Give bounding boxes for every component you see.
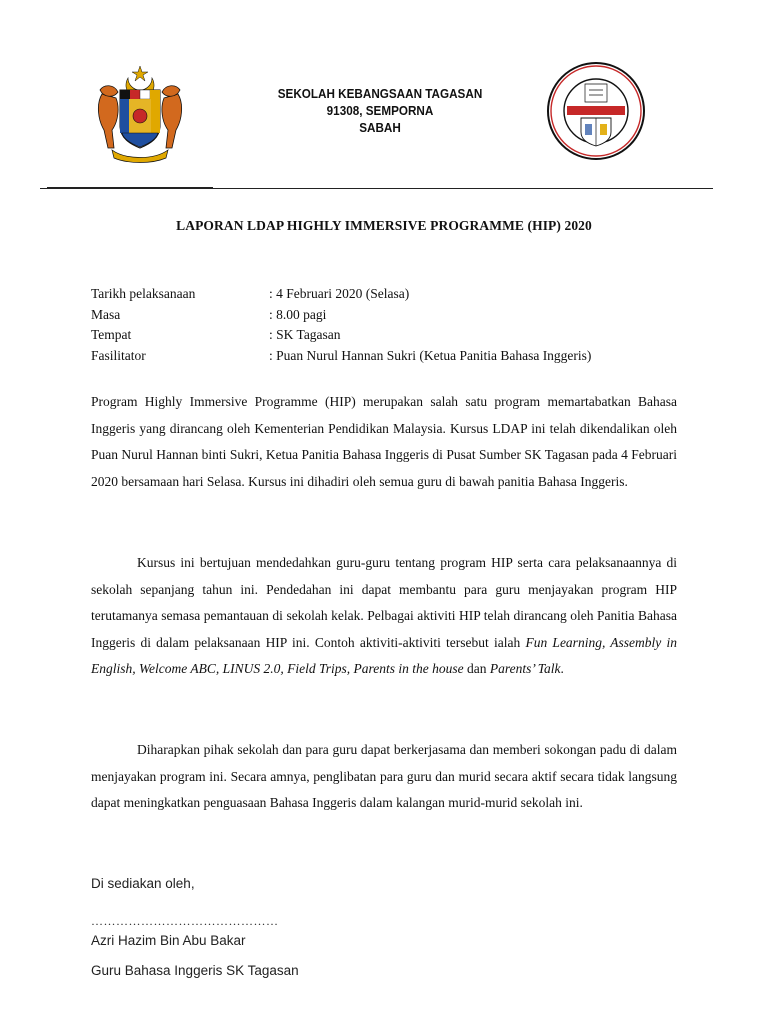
- signer-role: Guru Bahasa Inggeris SK Tagasan: [91, 963, 299, 978]
- detail-row-facilitator: [91, 346, 591, 367]
- signer-name: Azri Hazim Bin Abu Bakar: [91, 933, 246, 948]
- detail-label: Tarikh pelaksanaan: [91, 286, 196, 301]
- detail-value: : 8.00 pagi: [269, 306, 327, 322]
- school-postcode-city: 91308, SEMPORNA: [326, 103, 434, 118]
- activity-list: Fun Learning, Assembly in English, Welcome ABC, LINUS 2.0, Field Trips, Parents in the house: [91, 634, 677, 676]
- detail-row-time: [91, 305, 591, 326]
- detail-value: : SK Tagasan: [269, 327, 341, 342]
- school-state: SABAH: [359, 120, 401, 135]
- prepared-by-label: Di sediakan oleh,: [91, 876, 195, 891]
- school-name: SEKOLAH KEBANGSAAN TAGASAN: [277, 86, 483, 101]
- paragraph-conclusion: Diharapkan pihak sekolah dan para guru dapat berkerjasama dan memberi sokongan padu di dalam menjayakan program ini. Secara amnya, penglibatan para guru dan murid secara aktif secara tidak langsung dapat meningkatkan penguasaan Bahasa Inggeris dalam kalangan murid-murid sekolah ini.: [91, 742, 677, 810]
- signature-line: ………………………………………: [91, 914, 279, 928]
- detail-row-date: [91, 284, 591, 305]
- letterhead-divider-accent: [47, 187, 213, 189]
- malaysia-coat-of-arms-icon: [92, 64, 188, 164]
- paragraph-introduction: Program Highly Immersive Programme (HIP) merupakan salah satu program memartabatkan Bahasa Inggeris yang dirancang oleh Kementerian Pendidikan Malaysia. Kursus LDAP ini telah dikendalikan oleh Puan Nurul Hannan binti Sukri, Ketua Panitia Bahasa Inggeris di Pusat Sumber SK Tagasan pada 4 Februari 2020 bersamaan hari Selasa. Kursus ini dihadiri oleh semua guru di bawah panitia Bahasa Inggeris.: [91, 394, 677, 489]
- event-details: [91, 284, 591, 366]
- school-crest-icon: [545, 60, 647, 162]
- detail-value: : 4 Februari 2020 (Selasa): [269, 286, 410, 301]
- detail-value: : Puan Nurul Hannan Sukri (Ketua Panitia Bahasa Inggeris): [269, 347, 592, 363]
- activity-last: Parents’ Talk: [489, 661, 561, 676]
- report-title: LAPORAN LDAP HIGHLY IMMERSIVE PROGRAMME (HIP) 2020: [176, 218, 592, 233]
- paragraph-text: Kursus ini bertujuan mendedahkan guru-guru tentang program HIP serta cara pelaksanaannya di sekolah sepanjang tahun ini. Pendedahan ini dapat membantu para guru menjayakan program HIP terutamanya semasa pemantauan di sekolah kelak. Pelbagai aktiviti HIP telah dirancang oleh Panitia Bahasa Inggeris di dalam pelaksanaan HIP ini. Contoh aktiviti-aktiviti tersebut ialah: [91, 555, 677, 650]
- paragraph-end: .: [560, 661, 564, 676]
- detail-label: Tempat: [91, 327, 132, 342]
- conjunction-text: dan: [463, 661, 490, 676]
- paragraph-objectives: [91, 550, 677, 683]
- detail-label: Fasilitator: [91, 347, 146, 363]
- school-letterhead: [245, 85, 515, 136]
- detail-row-venue: [91, 325, 591, 346]
- detail-label: Masa: [91, 306, 121, 322]
